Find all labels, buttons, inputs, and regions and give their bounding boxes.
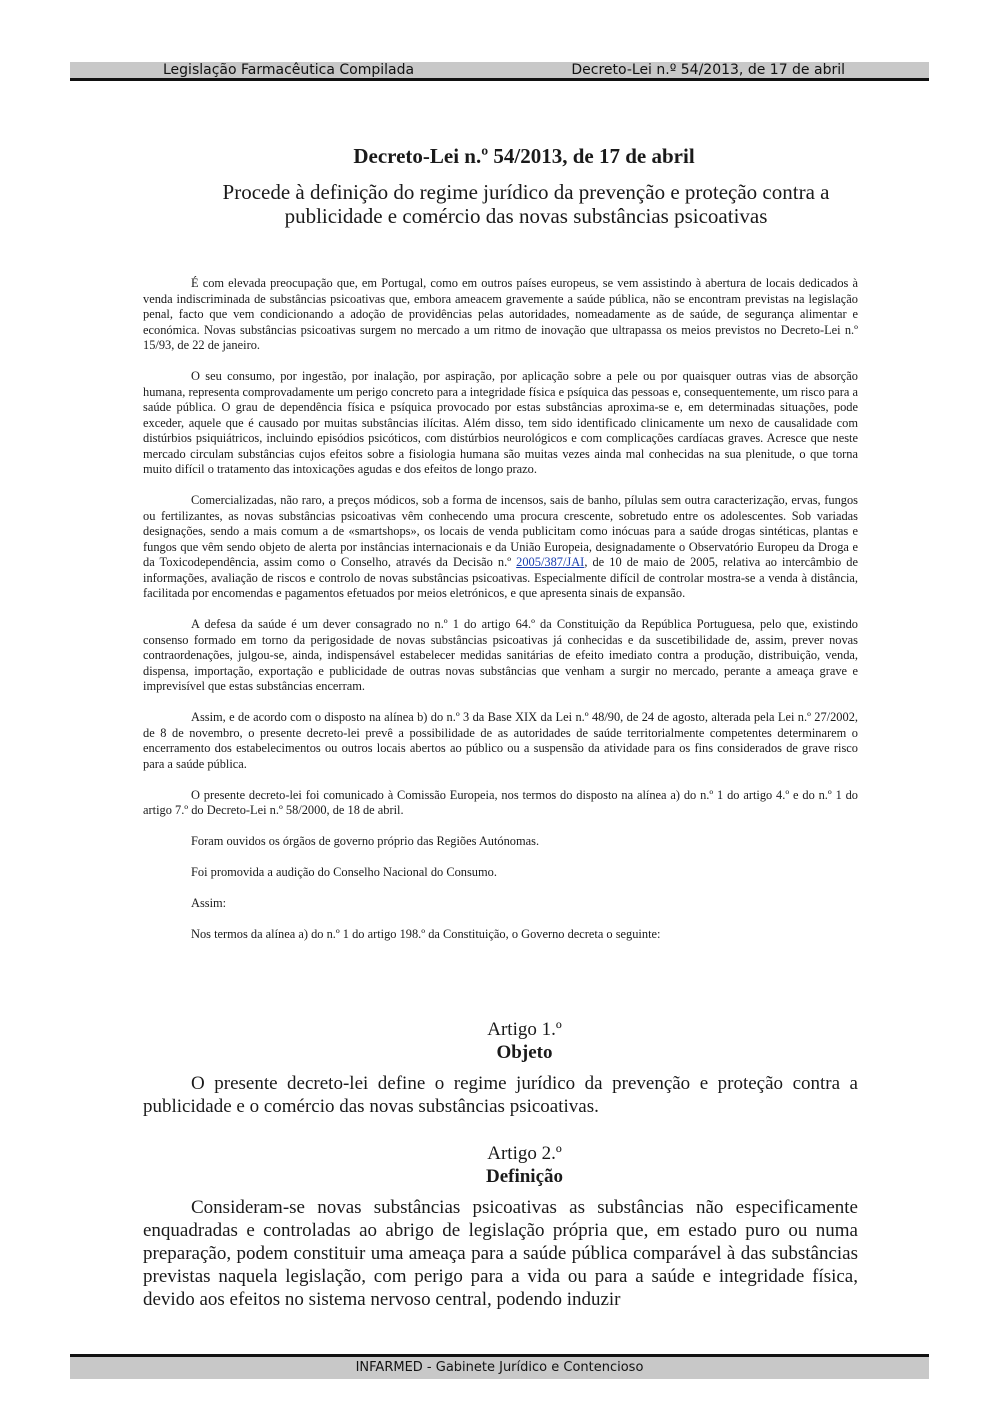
preamble-paragraph-8: Foi promovida a audição do Conselho Nacional do Consumo. <box>191 865 497 879</box>
preamble-paragraph-5: Assim, e de acordo com o disposto na alínea b) do n.º 3 da Base XIX da Lei n.º 48/90, de 24 de agosto, alterada pela Lei n.º 27/2002, de 8 de novembro, o presente decreto-lei prevê a possibilidade de as autoridades de saúde territorialmente competentes determinarem o encerramento dos estabelecimentos ou outros locais abertos ao público ou a suspensão da atividade para os fins considerados de grave risco para a saúde pública. <box>143 710 858 771</box>
document-subtitle: Procede à definição do regime jurídico da prevenção e proteção contra a publicidade e comércio das novas substâncias psicoativas <box>222 180 830 228</box>
preamble-p3-text-a: Comercializadas, não raro, a preços módicos, sob a forma de incensos, sais de banho, pílulas sem outra caracterização, ervas, fungos ou fertilizantes, as novas substâncias psicoativas vêm conhecendo uma procura crescente, sobretudo entre os adolescentes. Sob variadas designações, sendo a mais comum a de «smartshops», os locais de venda publicitam como inócuas para a saúde drogas sintéticas, plantas e fungos que vêm sendo objeto de alerta por instâncias internacionais e da União Europeia, designadamente o Observatório Europeu da Droga e da Toxicodependência, assim como o Conselho, através da Decisão n.º <box>143 493 858 569</box>
footer-text: INFARMED - Gabinete Jurídico e Contencioso <box>355 1360 644 1375</box>
article-text: O presente decreto-lei define o regime jurídico da prevenção e proteção contra a publicidade e o comércio das novas substâncias psicoativas. <box>143 1073 858 1117</box>
article-number: Artigo 2.º <box>487 1143 562 1164</box>
preamble-paragraph-6: O presente decreto-lei foi comunicado à Comissão Europeia, nos termos do disposto na alínea a) do n.º 1 do artigo 4.º e do n.º 1 do artigo 7.º do Decreto-Lei n.º 58/2000, de 18 de abril. <box>143 787 858 817</box>
article-heading: Objeto <box>496 1042 553 1063</box>
article-number: Artigo 1.º <box>487 1019 562 1040</box>
preamble-paragraph-4: A defesa da saúde é um dever consagrado no n.º 1 do artigo 64.º da Constituição da República Portuguesa, pelo que, existindo consenso formado em torno da perigosidade de novas substâncias psicoativas já conhecidas e da suscetibilidade de, assim, prever novas contraordenações, julgou-se, ainda, indispensável estabelecer medidas sanitárias de efeito imediato contra a produção, distribuição, venda, dispensa, importação, exportação e publicidade de outras novas substâncias que venham a surgir no mercado, perante a ameaça grave e imprevisível que estas substâncias encerram. <box>143 617 858 693</box>
article-heading: Definição <box>485 1166 564 1187</box>
preamble-p3-text-b: , de 10 de maio de 2005, relativa ao intercâmbio de informações, avaliação de riscos e controlo de novas substâncias psicoativas. Especialmente difícil de controlar mostra-se a venda à distância, facilitada por encomendas e pagamentos efetuados por meios eletrónicos, e que apresenta sinais de expansão. <box>143 555 859 600</box>
preamble-paragraph-10: Nos termos da alínea a) do n.º 1 do artigo 198.º da Constituição, o Governo decreta o seguinte: <box>191 927 661 941</box>
preamble-paragraph-2: O seu consumo, por ingestão, por inalação, por aspiração, por aplicação sobre a pele ou por quaisquer outras vias de absorção humana, representa comprovadamente um perigo concreto para a integridade física e psíquica das pessoas e, consequentemente, um risco para a saúde pública. O grau de dependência física e psíquica provocado por estas substâncias aproxima-se e, em determinadas situações, pode exceder, aquele que é causado por muitas substâncias ilícitas. Além disso, tem sido identificado clinicamente um nexo de causalidade com distúrbios psiquiátricos, incluindo episódios psicóticos, com distúrbios neurológicos e com complicações cardíacas graves. Acresce que neste mercado circulam substâncias cujos efeitos sobre a fisiologia humana são muitas vezes ainda mal conhecidas na sua plenitude, o que torna muito difícil o tratamento das intoxicações agudas e dos efeitos de longo prazo. <box>143 369 858 476</box>
preamble-paragraph-7: Foram ouvidos os órgãos de governo próprio das Regiões Autónomas. <box>191 834 540 848</box>
page-header <box>70 62 929 81</box>
article-1 <box>143 1018 858 1118</box>
article-text: Consideram-se novas substâncias psicoativas as substâncias não especificamente enquadradas e controladas ao abrigo de legislação própria que, em estado puro ou numa preparação, podem constituir uma ameaça para a saúde pública comparável à das substâncias previstas naquela legislação, com perigo para a vida ou para a saúde e integridade física, devido aos efeitos no sistema nervoso central, podendo induzir <box>143 1197 858 1310</box>
preamble-paragraph-3 <box>143 493 858 602</box>
document-title: Decreto-Lei n.º 54/2013, de 17 de abril <box>353 144 695 168</box>
preamble-paragraph-1: É com elevada preocupação que, em Portugal, como em outros países europeus, se vem assistindo à abertura de locais dedicados à venda indiscriminada de substâncias psicoativas que, embora ameacem gravemente a saúde pública, não se encontram previstas na legislação penal, facto que vem condicionando a adoção de providências pelas autoridades, nomeadamente as de saúde, de segurança alimentar e económica. Novas substâncias psicoativas surgem no mercado a um ritmo de inovação que ultrapassa os meios previstos no Decreto-Lei n.º 15/93, de 22 de janeiro. <box>143 276 858 352</box>
decision-link[interactable]: 2005/387/JAI <box>516 555 585 569</box>
header-right: Decreto-Lei n.º 54/2013, de 17 de abril <box>571 62 845 78</box>
article-2 <box>143 1142 858 1311</box>
preamble-paragraph-9: Assim: <box>191 896 227 910</box>
page-footer <box>70 1354 929 1379</box>
preamble <box>143 276 858 958</box>
header-left: Legislação Farmacêutica Compilada <box>163 62 415 78</box>
